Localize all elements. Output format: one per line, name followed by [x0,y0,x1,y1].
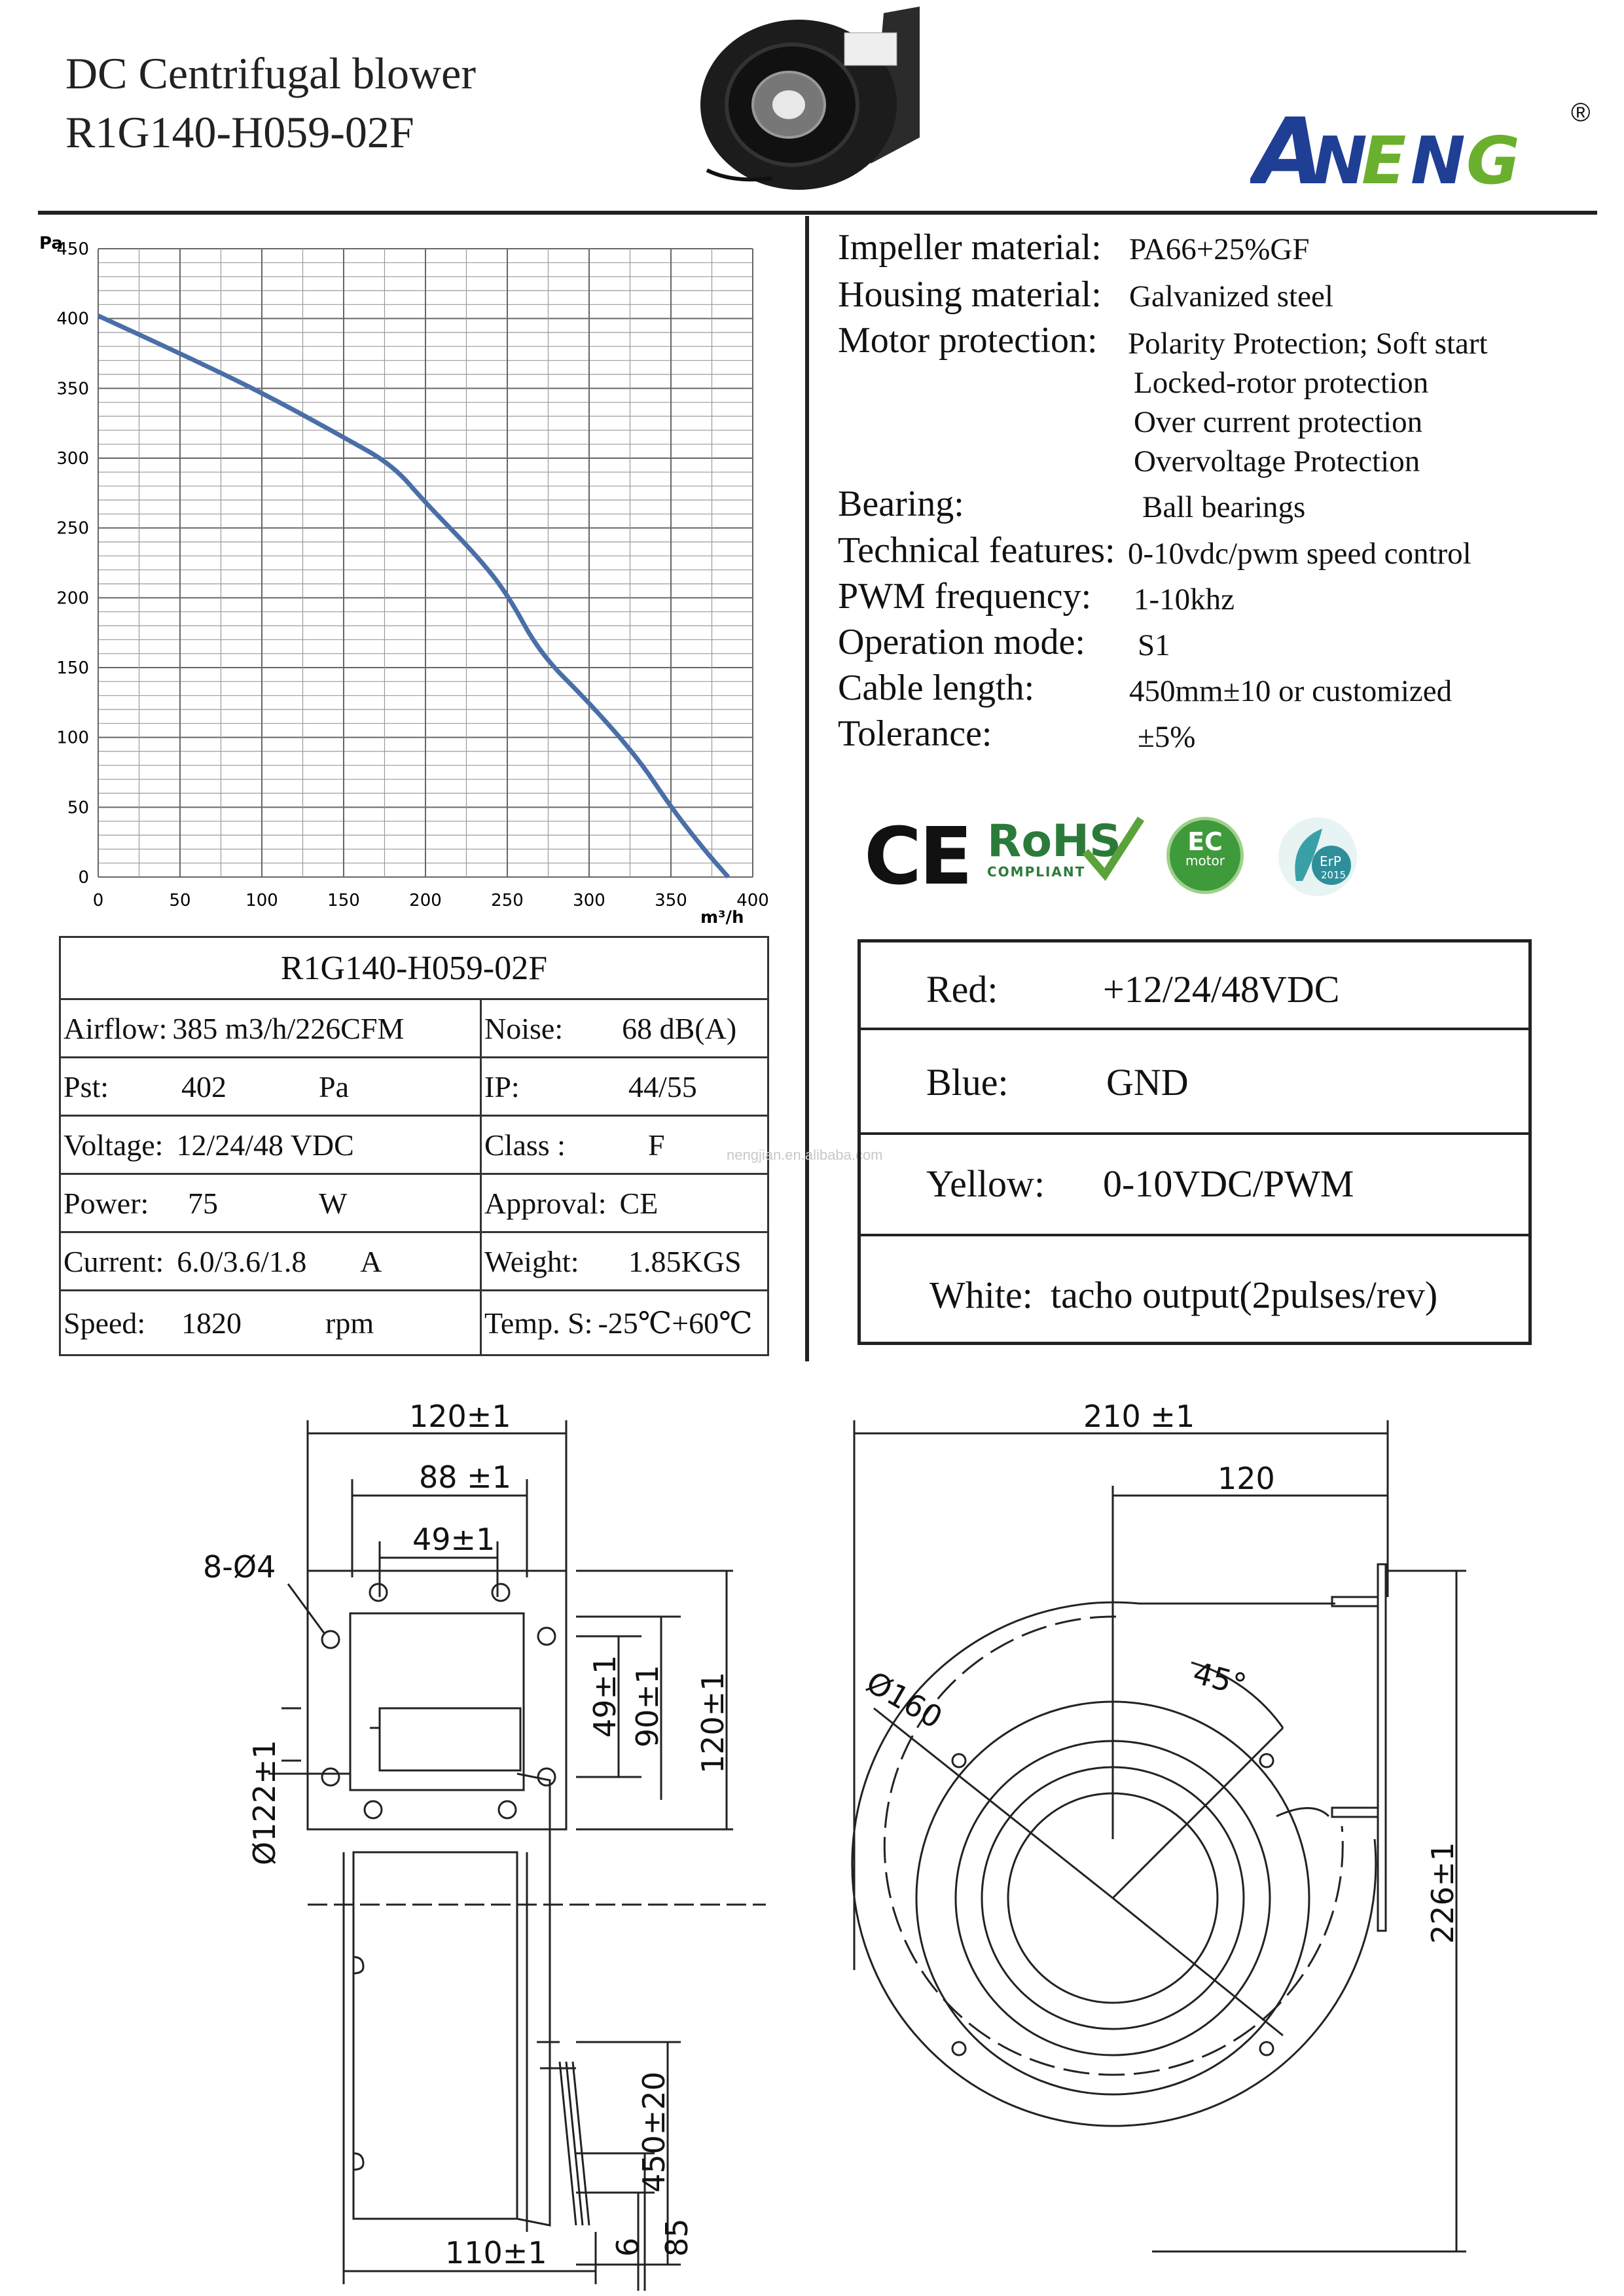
page-title: DC Centrifugal blower [65,48,476,98]
x-tick-label: 200 [409,891,442,910]
spec-value-extra: Overvoltage Protection [1134,444,1420,478]
dim-label: Ø122±1 [247,1740,282,1865]
x-axis-label: m³/h [700,908,744,927]
chart-y-ticks [56,240,89,888]
spec-table [59,936,769,1356]
table-label: Class : [484,1128,566,1162]
y-tick-label: 350 [56,379,89,399]
table-unit: Pa [319,1069,349,1103]
x-tick-label: 0 [92,891,104,910]
check-icon [1079,816,1144,881]
table-label: Pst: [63,1069,109,1103]
dim-label: 210 ±1 [1083,1399,1195,1434]
spec-label: Impeller material: [838,227,1102,268]
performance-curve [98,315,729,877]
dim-label: 45° [1189,1655,1250,1703]
spec-value: PA66+25%GF [1129,232,1310,266]
spec-value-extra: Locked-rotor protection [1134,366,1429,400]
ec-motor-badge [1166,817,1244,894]
dim-label: 120±1 [695,1672,731,1774]
table-label: Noise: [484,1011,564,1045]
model-title: R1G140-H059-02F [65,107,414,157]
table-value: 12/24/48 VDC [176,1128,354,1162]
dim-label: 120±1 [409,1399,511,1434]
dim-label: 88 ±1 [419,1460,511,1495]
x-tick-label: 50 [169,891,191,910]
dim-label: 120 [1218,1461,1275,1496]
wire-color: Blue: [926,1061,1009,1103]
wire-row-divider [861,1028,1528,1030]
table-label: Airflow: [63,1011,168,1045]
certifications [857,812,1381,903]
spec-label: Operation mode: [838,622,1085,662]
y-tick-label: 400 [56,309,89,329]
spec-label: Bearing: [838,484,964,524]
table-value: 385 m3/h/226CFM [172,1011,405,1045]
svg-text:E: E [1362,122,1407,199]
spec-label: Cable length: [838,668,1035,708]
table-label: Temp. S: [484,1306,593,1340]
table-label: Voltage: [63,1128,164,1162]
table-unit: A [360,1244,382,1278]
spec-value: ±5% [1138,720,1196,754]
table-value: 68 dB(A) [622,1011,737,1045]
product-image [694,7,923,203]
spec-label: Technical features: [838,530,1115,571]
dim-label: 85 [659,2218,695,2257]
table-label: IP: [484,1069,520,1103]
aneng-logo-graphic [1250,105,1597,203]
table-model: R1G140-H059-02F [280,949,548,987]
wire-function: +12/24/48VDC [1103,968,1340,1011]
wire-color: Red: [926,968,998,1011]
table-value: 1820 [181,1306,242,1340]
spec-value: Polarity Protection; Soft start [1128,327,1488,361]
svg-text:N: N [1411,122,1466,199]
dim-label: 8-Ø4 [203,1549,276,1585]
y-tick-label: 300 [56,449,89,469]
rohs-sublabel: COMPLIANT [987,864,1086,880]
y-tick-label: 200 [56,588,89,609]
dim-label: 49±1 [412,1522,496,1557]
y-tick-label: 250 [56,518,89,539]
svg-text:A: A [1254,105,1325,203]
table-value: F [648,1128,665,1162]
ec-badge-sublabel: motor [1185,853,1225,869]
header-divider [38,211,1597,215]
erp-label: ErP [1320,853,1341,869]
wire-function: GND [1106,1061,1189,1103]
ec-badge-label: EC [1187,827,1223,856]
watermark: nengjian.en.alibaba.com [727,1147,883,1163]
spec-label: Housing material: [838,274,1102,315]
table-label: Weight: [484,1244,579,1278]
x-tick-label: 250 [491,891,524,910]
x-tick-label: 350 [655,891,687,910]
dim-label: Ø160 [860,1664,948,1736]
table-label: Speed: [63,1306,146,1340]
spec-value-extra: Over current protection [1134,405,1423,439]
wire-table [857,939,1532,1345]
dim-label: 90±1 [630,1664,665,1748]
dim-label: 6 [610,2237,645,2257]
dim-label: 110±1 [445,2235,547,2270]
y-axis-label: Pa [39,234,63,253]
table-value: 1.85KGS [628,1244,742,1278]
rohs-label: RoHS [987,816,1121,867]
spec-label: Tolerance: [838,713,992,754]
table-value: 6.0/3.6/1.8 [177,1244,307,1278]
table-value: 44/55 [628,1069,697,1103]
wire-function: 0-10VDC/PWM [1103,1162,1354,1205]
table-model-cell [60,937,768,999]
drawing-housing [825,1381,1479,2291]
ce-mark: CE [864,812,971,903]
table-value: 402 [181,1069,226,1103]
y-tick-label: 0 [78,868,89,888]
wire-function: tacho output(2pulses/rev) [1051,1274,1438,1316]
erp-leaf-icon [1276,816,1359,898]
table-label: Power: [63,1186,149,1220]
erp-year: 2015 [1321,869,1346,881]
wire-color: Yellow: [926,1162,1045,1205]
table-value: CE [619,1186,659,1220]
spec-label: PWM frequency: [838,576,1092,617]
dim-label: 49±1 [587,1655,623,1738]
dim-label: 450±20 [636,2072,672,2193]
x-tick-label: 400 [736,891,769,910]
x-tick-label: 300 [573,891,605,910]
dim-label: 226±1 [1425,1842,1460,1944]
x-tick-label: 150 [327,891,360,910]
table-label: Current: [63,1244,164,1278]
brand-logo [1250,98,1597,203]
table-unit: rpm [325,1306,374,1340]
spec-value: S1 [1138,628,1170,662]
chart-x-ticks [93,891,769,910]
svg-text:G: G [1466,122,1521,199]
table-row [60,1058,768,1116]
wire-row-divider [861,1234,1528,1236]
table-label: Approval: [484,1186,607,1220]
table-row [60,1116,768,1174]
spec-value: 1-10khz [1134,583,1235,617]
table-row [60,1174,768,1232]
table-row [60,1232,768,1291]
table-unit: W [319,1186,348,1220]
svg-text:N: N [1312,122,1367,199]
rohs-logo [987,816,1138,891]
x-tick-label: 100 [245,891,278,910]
registered-mark: ® [1571,98,1591,127]
spec-value: Ball bearings [1142,490,1306,524]
erp-badge [1276,816,1359,898]
table-row [60,999,768,1058]
table-row [60,1291,768,1355]
wire-color: White: [929,1274,1033,1316]
performance-chart [39,229,799,949]
spec-value: 450mm±10 or customized [1129,674,1453,708]
column-divider [805,216,809,1361]
drawing-front-side [183,1381,838,2291]
y-tick-label: 50 [67,798,89,818]
table-value: 75 [188,1186,218,1220]
y-tick-label: 150 [56,658,89,678]
spec-list [838,229,1591,766]
y-tick-label: 100 [56,728,89,748]
spec-value: Galvanized steel [1129,279,1333,314]
y-tick-label: 450 [56,240,89,259]
wire-row-divider [861,1132,1528,1135]
spec-label: Motor protection: [838,320,1098,361]
spec-value: 0-10vdc/pwm speed control [1128,537,1471,571]
table-value: -25℃+60℃ [598,1306,753,1340]
